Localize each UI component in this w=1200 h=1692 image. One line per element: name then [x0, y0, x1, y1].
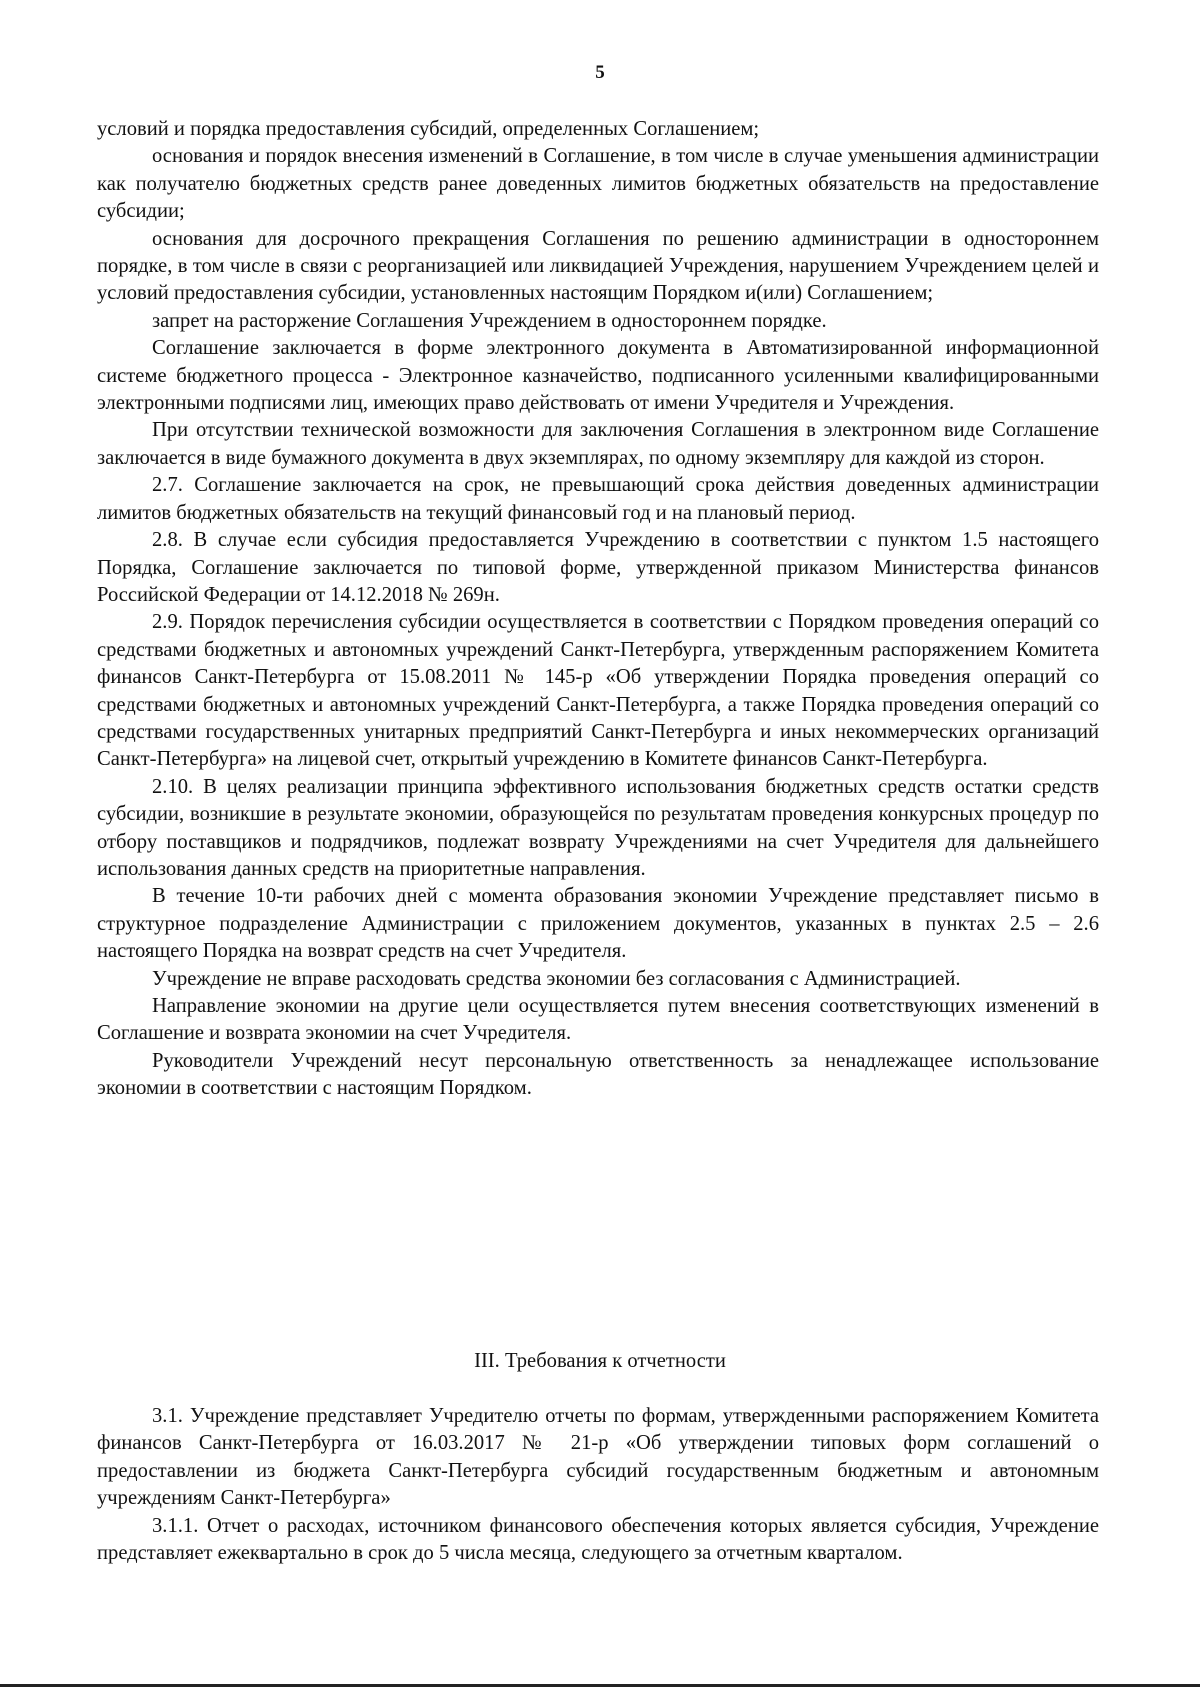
paragraph: Соглашение заключается в форме электронного документа в Автоматизированной информационной системе бюджетного процесса - Электронное казначейство, подписанного усиленными квалифицированными электронными подписями лиц, имеющих право действовать от имени Учредителя и Учреждения. [97, 337, 1099, 415]
paragraph: условий и порядка предоставления субсидий, определенных Соглашением; [97, 118, 760, 140]
body-text [97, 116, 1099, 1103]
paragraph: 2.7. Соглашение заключается на срок, не превышающий срока действия доведенных администрации лимитов бюджетных обязательств на текущий финансовый год и на плановый период. [97, 474, 1099, 524]
paragraph: Направление экономии на другие цели осуществляется путем внесения соответствующих изменений в Соглашение и возврата экономии на счет Учредителя. [97, 995, 1099, 1045]
paragraph: 3.1.1. Отчет о расходах, источником финансового обеспечения которых является субсидия, Учреждение представляет ежеквартально в срок до 5 числа месяца, следующего за отчетным кварталом. [97, 1514, 1099, 1565]
paragraph: В течение 10-ти рабочих дней с момента образования экономии Учреждение представляет письмо в структурное подразделение Администрации с приложением документов, указанных в пунктах 2.5 – 2.6 настоящего Порядка на возврат средств на счет Учредителя. [97, 885, 1099, 963]
paragraph: 2.10. В целях реализации принципа эффективного использования бюджетных средств остатки средств субсидии, возникшие в результате экономии, образующейся по результатам проведения конкурсных процедур по отбору поставщиков и подрядчиков, подлежат возврату Учреждениями на счет Учредителя для дальнейшего использования данных средств на приоритетные направления. [97, 775, 1099, 880]
paragraph: запрет на расторжение Соглашения Учреждением в одностороннем порядке. [152, 309, 827, 332]
paragraph: Руководители Учреждений несут персональную ответственность за ненадлежащее использование экономии в соответствии с настоящим Порядком. [97, 1049, 1099, 1100]
section-body-text [97, 1403, 1099, 1567]
paragraph: При отсутствии технической возможности для заключения Соглашения в электронном виде Соглашение заключается в виде бумажного документа в двух экземплярах, по одному экземпляру для каждой из сторон. [97, 419, 1099, 469]
paragraph: 2.9. Порядок перечисления субсидии осуществляется в соответствии с Порядком проведения операций со средствами бюджетных и автономных учреждений Санкт-Петербурга, утвержденным распоряжением Комитета финансов Санкт-Петербурга от 15.08.2011 № 145-р «Об утверждении Порядка проведения операций со средствами бюджетных и автономных учреждений Санкт-Петербурга, а также Порядка проведения операций со средствами государственных унитарных предприятий Санкт-Петербурга и иных некоммерческих организаций Санкт-Петербурга» на лицевой счет, открытый учреждению в Комитете финансов Санкт-Петербурга. [97, 611, 1099, 771]
section-heading: III. Требования к отчетности [474, 1350, 726, 1372]
paragraph: основания и порядок внесения изменений в Соглашение, в том числе в случае уменьшения администрации как получателю бюджетных средств ранее доведенных лимитов бюджетных обязательств на предоставление субсидии; [97, 145, 1099, 223]
paragraph: Учреждение не вправе расходовать средства экономии без согласования с Администрацией. [152, 967, 961, 990]
page-number: 5 [595, 62, 605, 83]
paragraph: 2.8. В случае если субсидия предоставляется Учреждению в соответствии с пунктом 1.5 настоящего Порядка, Соглашение заключается по типовой форме, утвержденной приказом Министерства финансов Российской Федерации от 14.12.2018 № 269н. [97, 529, 1099, 606]
paragraph: основания для досрочного прекращения Соглашения по решению администрации в одностороннем порядке, в том числе в связи с реорганизацией или ликвидацией Учреждения, нарушением Учреждением целей и условий предоставления субсидии, установленных настоящим Порядком и(или) Соглашением; [97, 227, 1099, 305]
paragraph: 3.1. Учреждение представляет Учредителю отчеты по формам, утвержденными распоряжением Комитета финансов Санкт-Петербурга от 16.03.2017 № 21-р «Об утверждении типовых форм соглашений о предоставлении из бюджета Санкт-Петербурга субсидий государственным бюджетным и автономным учреждениям Санкт-Петербурга» [97, 1405, 1099, 1510]
bottom-rule [0, 1684, 1200, 1687]
